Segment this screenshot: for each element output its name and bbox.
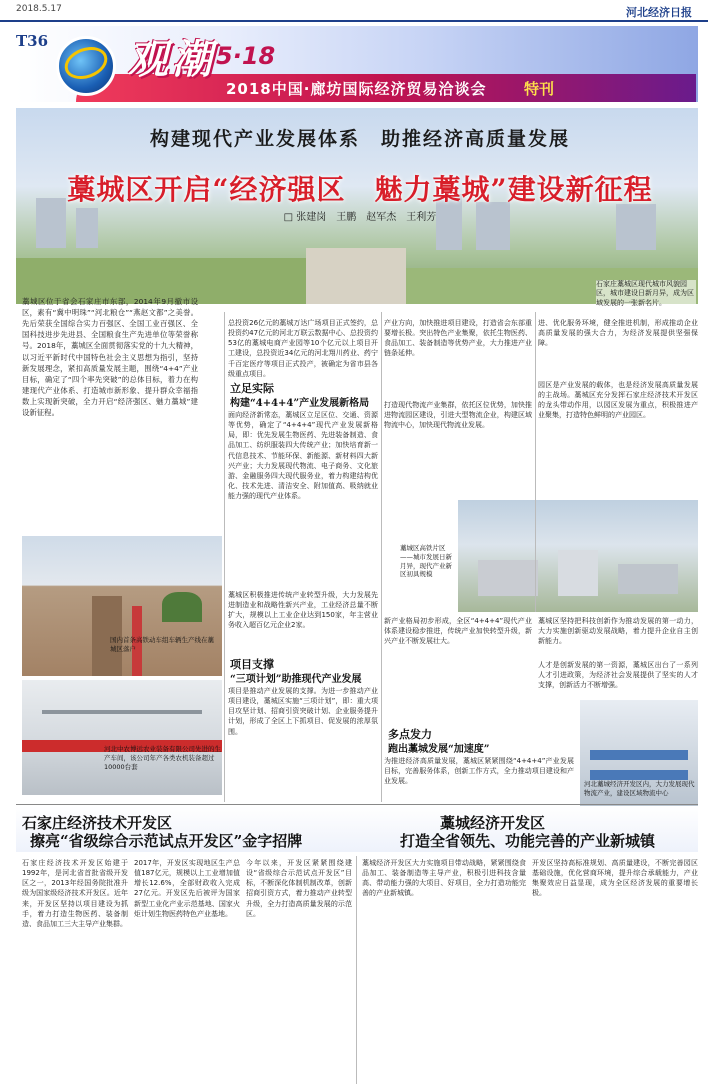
banner-slogan: 观潮 [128, 36, 216, 83]
bottom-left-subtitle: 擦亮“省级综合示范试点开发区”金字招牌 [30, 832, 303, 850]
col2-paragraph-3: 藁城区积极推进传统产业转型升级，大力发展先进制造业和战略性新兴产业，工业经济总量不断扩大，规模以上工业企业达到150家，年主营业务收入超百亿元企业2家。 [228, 591, 378, 630]
col4-paragraph-1: 进、优化服务环境，健全推进机制，形成推动企业高质量发展的强大合力，为经济发展提供坚强保障。 [538, 319, 698, 348]
banner-special-label: 特刊 [524, 80, 555, 98]
photo-2-caption: 河北中农博远农业装备有限公司先进的生产车间，该公司年产各类农机装备超过10000台套 [104, 745, 221, 771]
col3-paragraph-1: 产业方向，加快推进项目建设，打造省会东部重要增长极。突出特色产业集聚，依托生物医药、食品加工、装备制造等优势产业，大力推进产业链条延伸。 [384, 319, 532, 358]
bottom-right-paragraph-2: 开发区坚持高标准规划、高质量建设，不断完善园区基础设施，优化营商环境，提升综合承载能力，产业集聚效应日益显现，成为全区经济发展的重要增长极。 [532, 859, 698, 898]
intro-paragraph: 藁城区位于省会石家庄市东部，2014年9月撤市设区，素有“冀中明珠”“河北粮仓”“燕赵文都”之美誉。先后荣获全国综合实力百强区、全国工业百强区、全国科技进步先进县、全国粮食生产先进单位等荣誉称号。2018年，藁城区全面贯彻落实党的十九大精神，以习近平新时代中国特色社会主义思想为指引，坚持新发展理念，紧扣高质量发展主题，围绕“4+4”产业目标，确定了“四个率先突破”的总体目标，着力在构建现代产业体系、打造城市新形象、提升群众幸福指数上实现新突破，全力开启“经济强区、魅力藁城”建设新征程。 [22, 297, 198, 418]
column-divider [356, 856, 357, 1084]
bottom-right-title: 藁城经济开发区 [440, 814, 546, 832]
industrial-park-photo [458, 500, 698, 612]
hero-subtitle: 构建现代产业发展体系 助推经济高质量发展 [149, 128, 570, 150]
bottom-left-title: 石家庄经济技术开发区 [22, 814, 173, 832]
photo-1-caption: 国内首条高铁动车组车辆生产线在藁城区落户 [110, 636, 214, 653]
column-divider [535, 312, 536, 612]
rail-factory-photo [22, 536, 222, 676]
hero-photo-caption: 石家庄藁城区现代城市风貌园区，城市建设日新月异，成为区域发展的一张新名片。 [596, 280, 694, 307]
bottom-right-subtitle: 打造全省领先、功能完善的产业新城镇 [400, 832, 656, 850]
banner-event-name: 2018中国·廊坊国际经济贸易洽谈会 [226, 80, 487, 98]
event-banner [16, 26, 698, 102]
bottom-left-paragraph-2: 2017年，开发区实现地区生产总值187亿元，规模以上工业增加值增长12.6%，全部财政收入完成27亿元。开发区先后被评为国家新型工业化产业示范基地、国家火炬计划生物医药特色产业基地。 [134, 859, 240, 918]
photo-3-caption: 藁城区高铁片区——城市发展日新月异，现代产业新区初具规模 [400, 544, 452, 579]
col4-paragraph-4: 人才是创新发展的第一资源，藁城区出台了一系列人才引进政策，为经济社会发展提供了坚实的人才支撑，创新活力不断增强。 [538, 661, 698, 690]
col2-subhead-1b: 构建“4+4+4”产业发展新格局 [230, 398, 370, 409]
paper-name: 河北经济日报 [626, 6, 692, 19]
col2-subhead-2b: “三项计划”助推现代产业发展 [230, 674, 362, 685]
col2-paragraph-4: 项目是推动产业发展的支撑。为进一步推动产业项目建设，藁城区实施“三项计划”，即：重大项目攻坚计划、招商引资突破计划、企业服务提升计划，形成了全区上下抓项目、促发展的浓厚氛围。 [228, 687, 378, 736]
section-divider [16, 804, 698, 805]
col2-subhead-2: 项目支撑 [230, 658, 274, 671]
hero-headline: 藁城区开启“经济强区 魅力藁城”建设新征程 [67, 173, 653, 206]
col2-subhead-1: 立足实际 [230, 382, 274, 395]
col2-paragraph-2: 面向经济新常态，藁城区立足区位、交通、资源等优势，确定了“4+4+4”现代产业发展新格局，即：优先发展生物医药、先进装备制造、食品加工、纺织服装四大传统产业；加快培育新一代信息技术、节能环保、新能源、新材料四大新兴产业；大力发展现代物流、电子商务、文化旅游、金融服务四大现代服务业，着力构建结构优化、技术先进、清洁安全、附加值高、吸纳就业能力强的现代产业体系。 [228, 411, 378, 501]
page-number: T36 [16, 32, 49, 50]
workshop-photo [22, 680, 222, 795]
masthead-strip [0, 0, 708, 22]
col3-subhead-b: 跑出藁城发展“加速度” [388, 744, 490, 755]
col3-subhead: 多点发力 [388, 728, 432, 741]
bottom-left-paragraph-3: 今年以来，开发区紧紧围绕建设“省级综合示范试点开发区”目标，不断深化体制机制改革，创新招商引资方式，着力推动产业转型升级，全力打造高质量发展的示范区。 [246, 859, 352, 918]
col3-paragraph-2: 打造现代物流产业集群，依托区位优势，加快推进物流园区建设，引进大型物流企业，构建区域物流中心，加快现代物流业发展。 [384, 401, 532, 430]
byline: □ 张建岗 王鹏 赵军杰 王利芳 [283, 212, 437, 223]
bottom-right-paragraph-1: 藁城经济开发区大力实施项目带动战略，紧紧围绕食品加工、装备制造等主导产业，积极引进科技含量高、带动能力强的大项目、好项目，全力打造功能完善的产业新城镇。 [362, 859, 526, 898]
col3-paragraph-3: 新产业格局初步形成，全区“4+4+4”现代产业体系建设稳步推进，传统产业加快转型升级，新兴产业不断发展壮大。 [384, 617, 532, 646]
col2-paragraph-1: 总投资26亿元的藁城万达广场项目正式签约，总投资约47亿元的河北万联云数据中心、总投资约53亿的藁城电商产业园等10个亿元以上项目开工建设，总投资近34亿元的河北翔川药业、药宁千百定医疗等项目正式投产，被确定为省市县各级重点项目。 [228, 319, 378, 378]
photo-4-caption: 河北藁城经济开发区内，大力发展现代物流产业，建设区域物流中心 [584, 780, 695, 797]
column-divider [381, 312, 382, 802]
bottom-left-paragraph-1: 石家庄经济技术开发区始建于1992年，是河北省首批省级开发区之一，2013年经国务院批准升级为国家级经济技术开发区。近年来，开发区坚持以项目建设为抓手，着力打造生物医药、装备制造、食品加工三大主导产业集群。 [22, 859, 128, 928]
col4-paragraph-2: 园区是产业发展的载体，也是经济发展高质量发展的主战场。藁城区充分发挥石家庄经济技术开发区的龙头带动作用，以园区发展为重点，积极推进产业聚集，打造特色鲜明的产业园区。 [538, 381, 698, 420]
col3-paragraph-4: 为推进经济高质量发展，藁城区紧紧围绕“4+4+4”产业发展目标，完善服务体系，创新工作方式，全力推动项目建设和产业发展。 [384, 757, 574, 786]
issue-date: 2018.5.17 [16, 4, 62, 14]
banner-slogan-date: 5·18 [216, 42, 276, 70]
column-divider [224, 312, 225, 802]
col4-paragraph-3: 藁城区坚持把科技创新作为推动发展的第一动力，大力实施创新驱动发展战略，着力提升企业自主创新能力。 [538, 617, 698, 646]
